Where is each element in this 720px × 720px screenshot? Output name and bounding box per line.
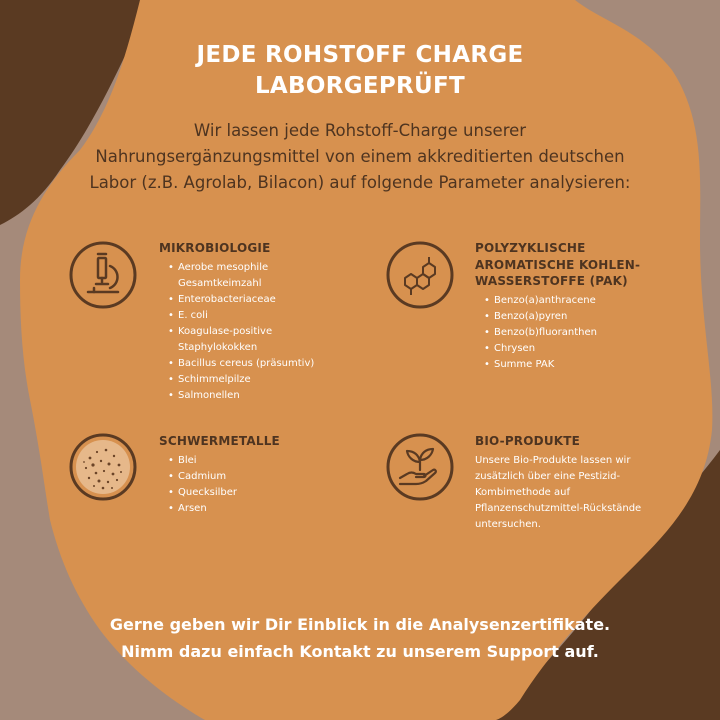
list-item: • Arsen bbox=[159, 501, 359, 517]
microbiology-heading: MIKROBIOLOGIE bbox=[159, 241, 271, 255]
organic-line-4: Pflanzenschutzmittel-Rückstände bbox=[475, 502, 642, 514]
pah-heading-line-1: POLYZYKLISCHE bbox=[475, 241, 586, 255]
list-item: • Summe PAK bbox=[475, 357, 675, 373]
title-line-1: JEDE ROHSTOFF CHARGE bbox=[196, 42, 524, 68]
section-heavy-metals bbox=[159, 433, 359, 517]
section-pah bbox=[475, 240, 675, 373]
section-microbiology bbox=[159, 240, 359, 404]
organic-heading: BIO-PRODUKTE bbox=[475, 434, 581, 448]
footer-line-1: Gerne geben wir Dir Einblick in die Analysenzertifikate. bbox=[109, 615, 611, 634]
organic-line-2: zusätzlich über eine Pestizid- bbox=[475, 470, 621, 482]
list-item: • Chrysen bbox=[475, 341, 675, 357]
list-item: • E. coli bbox=[159, 308, 359, 324]
list-item: • Schimmelpilze bbox=[159, 372, 359, 388]
list-item: • Blei bbox=[159, 453, 359, 469]
heavy-metals-heading: SCHWERMETALLE bbox=[159, 434, 280, 448]
list-item: • Salmonellen bbox=[159, 388, 359, 404]
list-item: • Benzo(a)anthracene bbox=[475, 293, 675, 309]
microscope-icon bbox=[68, 240, 138, 310]
particles-icon bbox=[68, 432, 138, 502]
footer-line-2: Nimm dazu einfach Kontakt zu unserem Support auf. bbox=[121, 642, 599, 661]
list-item: • Koagulase-positive Staphylokokken bbox=[159, 324, 359, 356]
organic-line-1: Unsere Bio-Produkte lassen wir bbox=[475, 454, 631, 466]
list-item: • Enterobacteriaceae bbox=[159, 292, 359, 308]
list-item: • Bacillus cereus (präsumtiv) bbox=[159, 356, 359, 372]
microbiology-list bbox=[159, 260, 359, 404]
footer-text bbox=[0, 611, 720, 665]
heavy-metals-list bbox=[159, 453, 359, 517]
pah-list bbox=[475, 293, 675, 373]
molecule-icon bbox=[385, 240, 455, 310]
pah-heading-line-3: WASSERSTOFFE (PAK) bbox=[475, 274, 628, 288]
organic-description bbox=[475, 453, 680, 533]
list-item: • Aerobe mesophile Gesamtkeimzahl bbox=[159, 260, 359, 292]
pah-heading-line-2: AROMATISCHE KOHLEN- bbox=[475, 257, 641, 272]
list-item: • Benzo(b)fluoranthen bbox=[475, 325, 675, 341]
hand-plant-icon bbox=[385, 432, 455, 502]
intro-text bbox=[80, 118, 640, 196]
organic-line-3: Kombimethode auf bbox=[475, 486, 570, 498]
page-title bbox=[0, 40, 720, 102]
list-item: • Quecksilber bbox=[159, 485, 359, 501]
list-item: • Benzo(a)pyren bbox=[475, 309, 675, 325]
intro-line-3: Labor (z.B. Agrolab, Bilacon) auf folgende Parameter analysieren: bbox=[89, 173, 631, 192]
title-line-2: LABORGEPRÜFT bbox=[254, 73, 466, 99]
pah-heading bbox=[475, 240, 675, 290]
section-organic bbox=[475, 433, 680, 533]
intro-line-1: Wir lassen jede Rohstoff-Charge unserer bbox=[193, 121, 527, 140]
organic-line-5: untersuchen. bbox=[475, 518, 541, 530]
list-item: • Cadmium bbox=[159, 469, 359, 485]
intro-line-2: Nahrungsergänzungsmittel von einem akkreditierten deutschen bbox=[95, 147, 625, 166]
